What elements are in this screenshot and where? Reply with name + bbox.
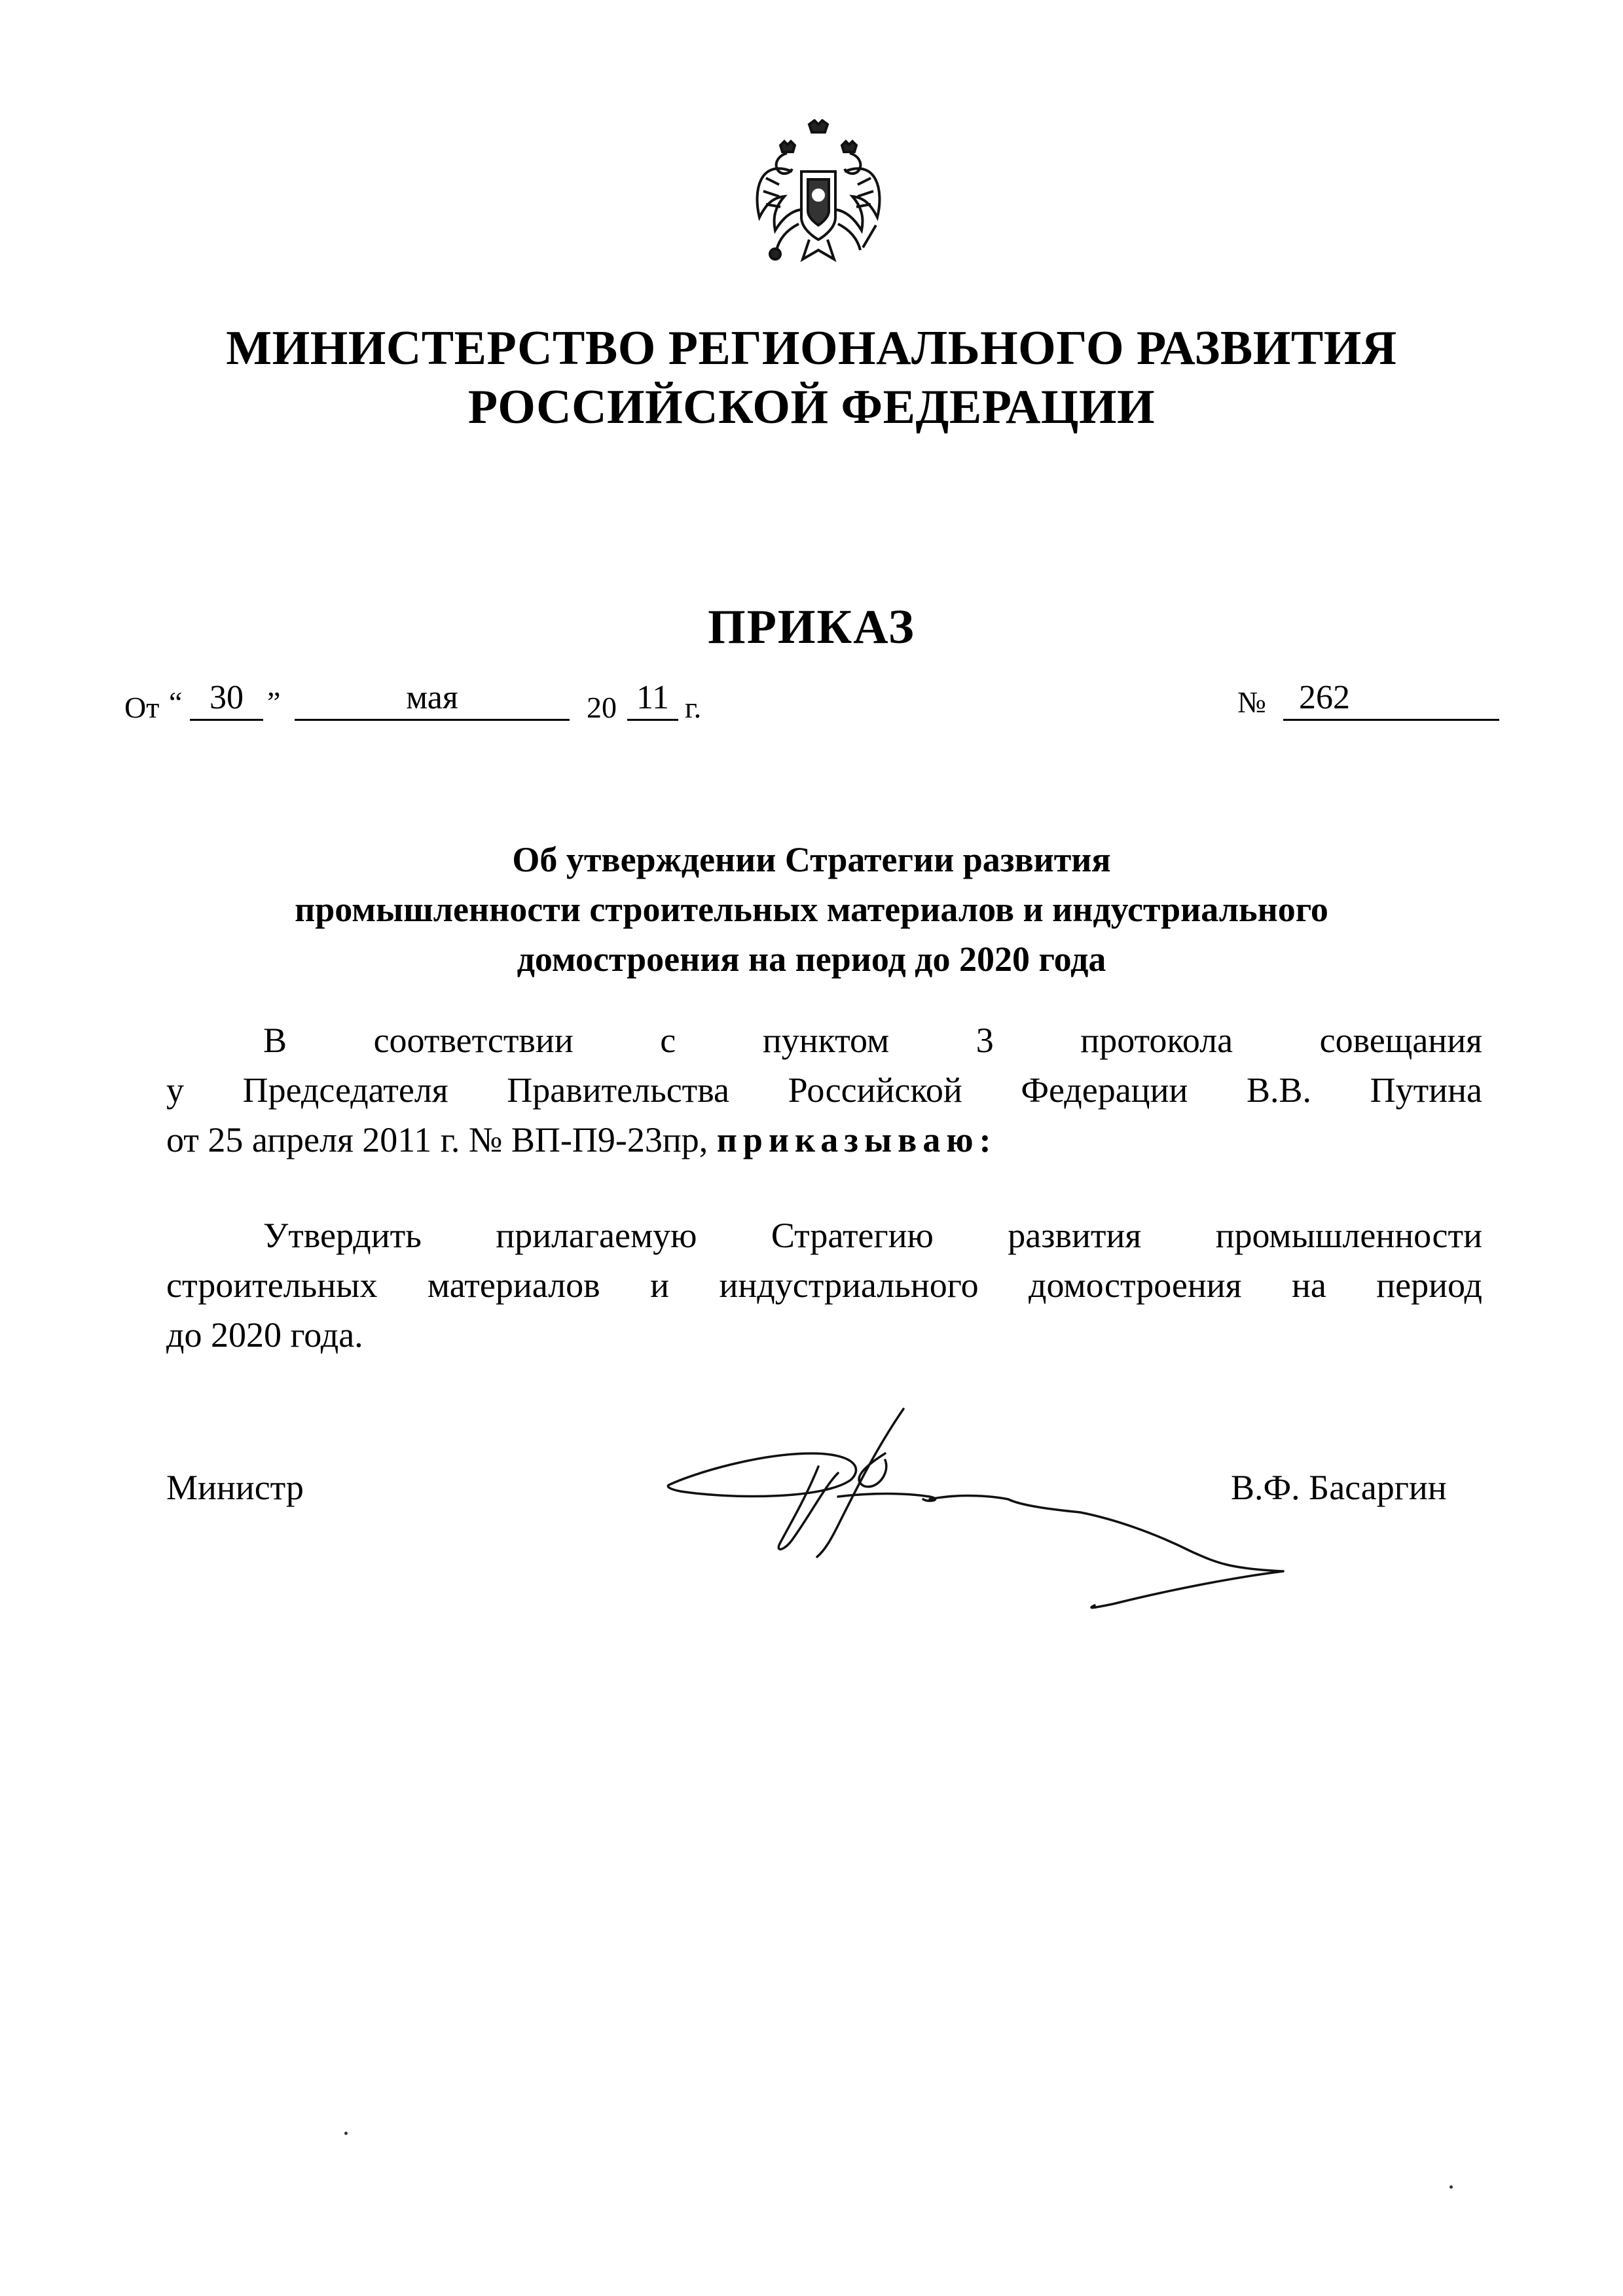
signatory-name: В.Ф. Басаргин [1231,1468,1447,1507]
number-underline [1283,719,1499,721]
preamble-reference: от 25 апреля 2011 г. № ВП-П9-23пр, [166,1120,708,1159]
word: развития [1008,1216,1142,1255]
paragraph-preamble [166,1015,1482,1165]
word: пунктом [762,1021,890,1060]
word: Путина [1370,1070,1482,1110]
title-line1: Об утверждении Стратегии развития [512,840,1111,879]
date-prefix: От [124,691,160,724]
scan-speck [1450,2185,1453,2189]
word: и [650,1266,669,1305]
word: Утвердить [263,1216,422,1255]
year-prefix: 20 [587,691,617,724]
word: Председателя [242,1070,448,1110]
word: В.В. [1246,1070,1312,1110]
word: у [166,1070,184,1110]
year-abbreviation: г. [685,691,702,724]
word: В [263,1021,287,1060]
document-type-heading: ПРИКАЗ [708,600,915,654]
order-title [0,835,1623,984]
word: протокола [1080,1021,1233,1060]
word: Стратегию [771,1216,934,1255]
word: Российской [788,1070,962,1110]
date-day: 30 [210,679,244,716]
dateline [124,678,1499,731]
order-word: приказываю: [716,1120,997,1159]
paragraph-resolution [166,1211,1482,1360]
signature-strokes [655,1401,1309,1617]
date-year: 11 [636,679,670,716]
title-line3: домостроения на период до 2020 года [517,939,1106,979]
word: с [660,1021,676,1060]
day-underline [190,719,263,721]
word: период [1376,1266,1482,1305]
word: 3 [976,1021,994,1060]
preamble-line2 [166,1065,1482,1115]
resolution-line1 [166,1211,1482,1260]
word: материалов [427,1266,600,1305]
handwritten-signature [655,1401,1309,1617]
order-number: 262 [1299,679,1350,716]
coat-of-arms-icon [746,119,890,276]
open-quote: “ [169,685,183,719]
resolution-line2 [166,1260,1482,1310]
word: строительных [166,1266,378,1305]
preamble-line3 [166,1115,1482,1165]
month-underline [295,719,570,721]
double-headed-eagle-emblem [746,119,890,276]
signatory-position: Министр [166,1468,304,1507]
title-line2: промышленности строительных материалов и индустриального [295,890,1328,929]
ministry-name-line2: РОССИЙСКОЙ ФЕДЕРАЦИИ [467,380,1156,434]
word: домостроения [1029,1266,1242,1305]
year-underline [627,719,678,721]
date-month: мая [406,679,458,716]
number-sign: № [1237,685,1266,719]
resolution-line3: до 2020 года. [166,1315,363,1355]
word: прилагаемую [496,1216,697,1255]
word: на [1291,1266,1326,1305]
word: совещания [1319,1021,1482,1060]
scan-speck [344,2132,348,2135]
close-quote: ” [267,685,281,719]
preamble-line1 [166,1015,1482,1065]
word: соответствии [373,1021,574,1060]
word: Правительства [507,1070,730,1110]
word: индустриального [719,1266,979,1305]
ministry-name-line1: МИНИСТЕРСТВО РЕГИОНАЛЬНОГО РАЗВИТИЯ [226,321,1397,375]
word: промышленности [1215,1216,1482,1255]
word: Федерации [1021,1070,1188,1110]
